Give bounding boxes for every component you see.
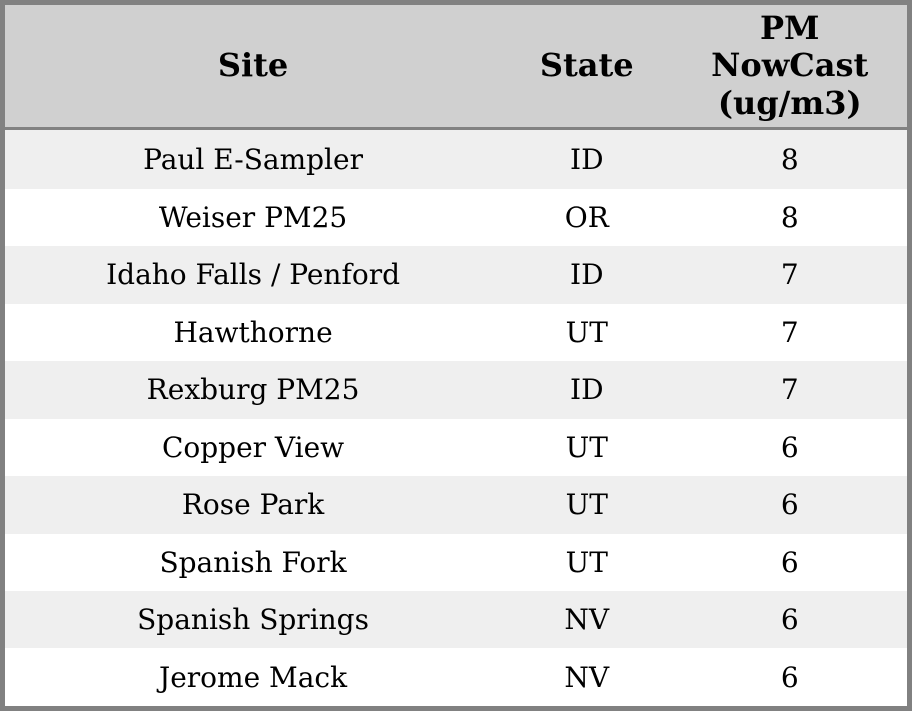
table-row (5, 361, 907, 418)
table-row (5, 246, 907, 303)
site-cell: Spanish Fork (159, 545, 347, 579)
table-row (5, 534, 907, 591)
column-header-pm-nowcast-label: PM NowCast (ug/m3) (711, 8, 869, 122)
state-cell: NV (564, 660, 610, 694)
table-row (5, 476, 907, 533)
site-cell: Paul E-Sampler (143, 142, 363, 176)
pm-nowcast-cell: 8 (780, 200, 799, 234)
column-header-site (5, 5, 501, 129)
state-cell: NV (564, 603, 610, 637)
column-header-site-label: Site (217, 46, 289, 85)
pm-nowcast-table (5, 5, 907, 706)
pm-nowcast-cell: 6 (780, 660, 799, 694)
state-cell: ID (570, 373, 604, 407)
column-header-state (501, 5, 672, 129)
state-cell: UT (565, 545, 608, 579)
site-cell: Rose Park (181, 488, 325, 522)
pm-nowcast-cell: 7 (780, 315, 799, 349)
state-cell: OR (564, 200, 609, 234)
state-cell: UT (565, 488, 608, 522)
pm-nowcast-cell: 7 (780, 258, 799, 292)
pm-nowcast-cell: 7 (780, 373, 799, 407)
pm-nowcast-cell: 6 (780, 430, 799, 464)
pm-nowcast-cell: 6 (780, 603, 799, 637)
table-row (5, 129, 907, 189)
site-cell: Idaho Falls / Penford (106, 258, 400, 292)
column-header-pm-nowcast (672, 5, 907, 129)
table-row (5, 591, 907, 648)
table-body (5, 129, 907, 707)
site-cell: Copper View (161, 430, 345, 464)
state-cell: ID (570, 258, 604, 292)
pm-nowcast-cell: 6 (780, 488, 799, 522)
state-cell: ID (570, 142, 604, 176)
table-row (5, 419, 907, 476)
site-cell: Jerome Mack (159, 660, 348, 694)
pm-nowcast-cell: 6 (780, 545, 799, 579)
table-row (5, 189, 907, 246)
site-cell: Spanish Springs (137, 603, 369, 637)
site-cell: Weiser PM25 (158, 200, 348, 234)
table-row (5, 648, 907, 706)
column-header-state-label: State (539, 46, 634, 85)
table-header-row (5, 5, 907, 129)
site-cell: Rexburg PM25 (146, 373, 360, 407)
state-cell: UT (565, 315, 608, 349)
table-row (5, 304, 907, 361)
state-cell: UT (565, 430, 608, 464)
pm-nowcast-cell: 8 (780, 142, 799, 176)
site-cell: Hawthorne (173, 315, 333, 349)
